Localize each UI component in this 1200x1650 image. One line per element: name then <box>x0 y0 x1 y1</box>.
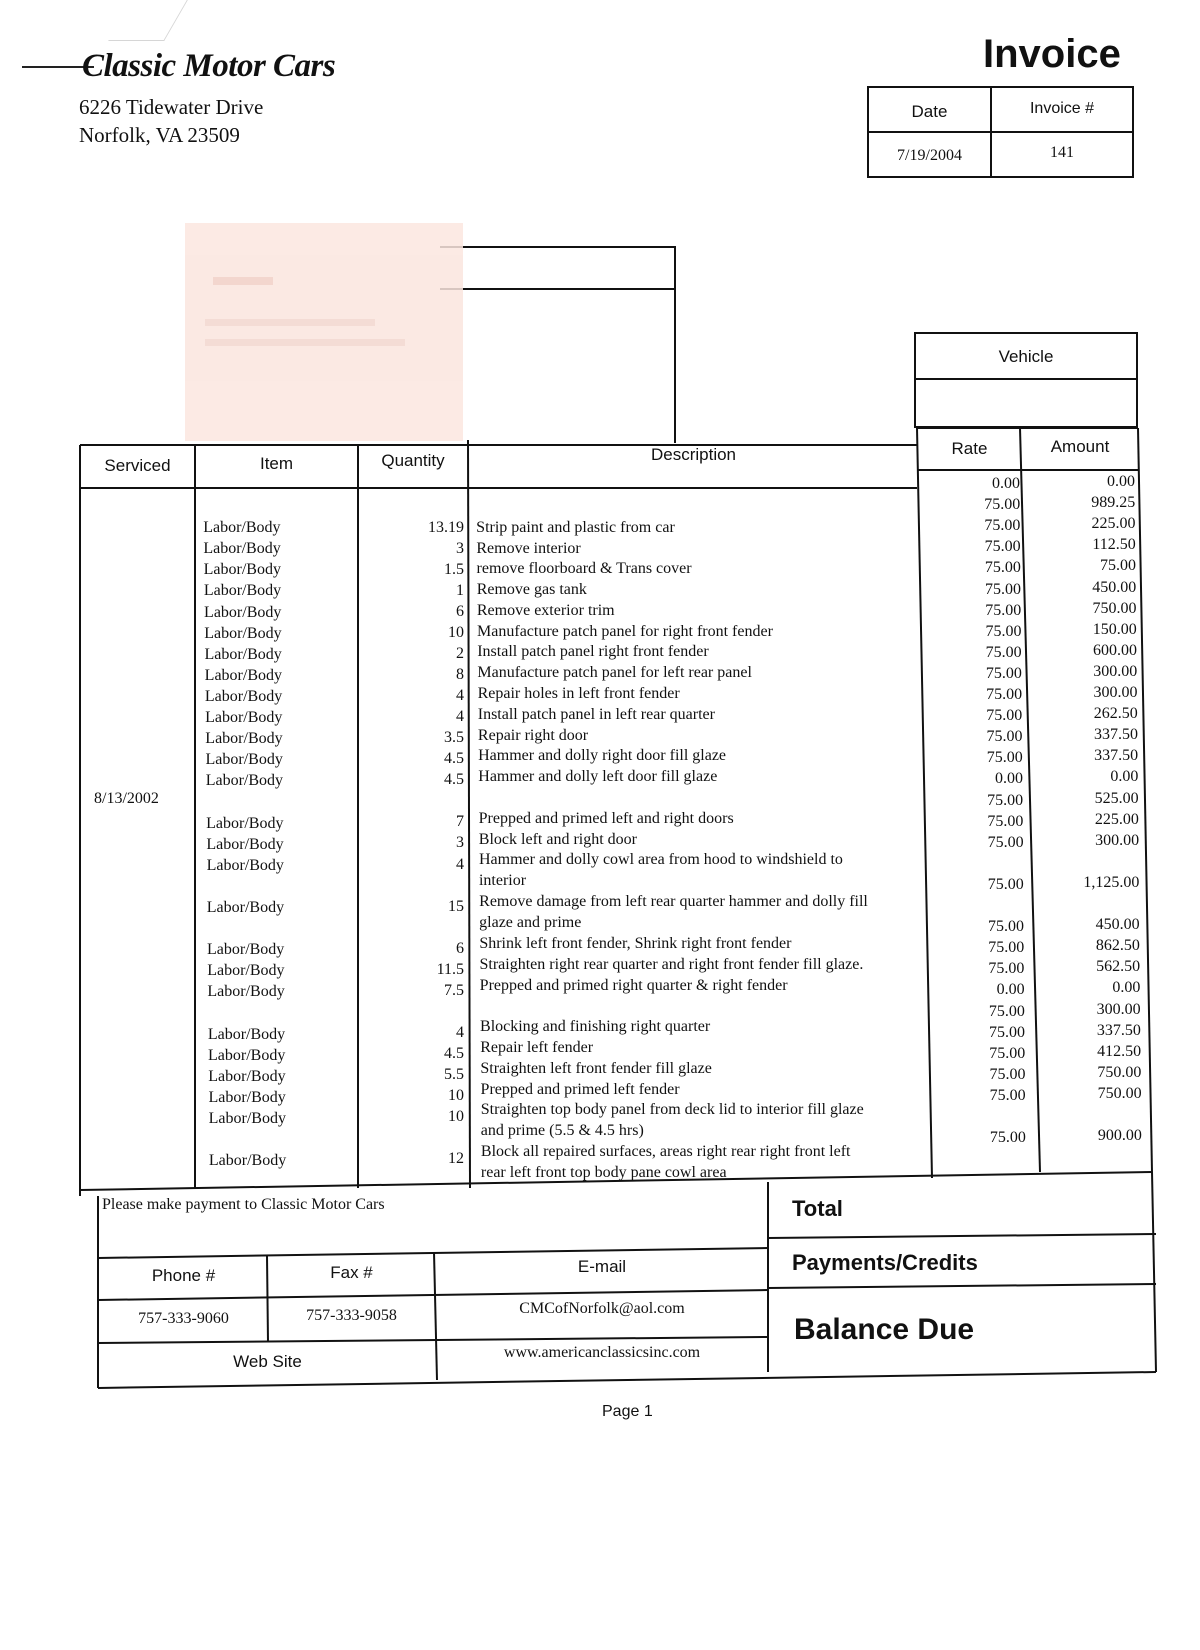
line-item-amount: 750.00 <box>1097 1063 1142 1081</box>
date-label: Date <box>911 102 948 121</box>
line-item-amount: 150.00 <box>1092 620 1137 638</box>
line-item-quantity: 4 <box>456 687 464 705</box>
line-item-item: Labor/Body <box>203 540 281 558</box>
page-number: Page 1 <box>602 1403 653 1420</box>
line-item-rate: 75.00 <box>989 1129 1026 1147</box>
line-item-amount: 0.00 <box>1112 979 1141 997</box>
line-item-amount: 1,125.00 <box>1083 873 1140 891</box>
line-item-description: Prepped and primed left fender <box>480 1080 680 1098</box>
line-item-rate: 75.00 <box>987 812 1024 830</box>
email-label: E-mail <box>577 1257 627 1276</box>
line-item-amount: 525.00 <box>1094 789 1139 807</box>
balance-due-label: Balance Due <box>794 1313 975 1346</box>
line-item-amount: 75.00 <box>1099 557 1136 575</box>
line-item-amount: 562.50 <box>1096 958 1141 976</box>
line-item-amount: 750.00 <box>1092 599 1137 617</box>
line-item-quantity: 4.5 <box>444 1044 464 1062</box>
line-item-item: Labor/Body <box>204 666 282 684</box>
serviced-date: 8/13/2002 <box>94 790 159 807</box>
line-item-rate: 75.00 <box>984 496 1021 514</box>
line-item-quantity: 1.5 <box>444 561 464 579</box>
line-item-rate: 75.00 <box>985 622 1022 640</box>
line-item-description: Blocking and finishing right quarter <box>480 1018 711 1036</box>
line-item-description: Remove damage from left rear quarter hammer and dolly fill <box>479 893 868 911</box>
line-item-amount: 0.00 <box>1110 768 1139 786</box>
line-item-quantity: 5.5 <box>444 1065 464 1083</box>
line-item-item: Labor/Body <box>208 1067 286 1085</box>
col-header-serviced: Serviced <box>104 456 171 475</box>
col-header-item: Item <box>259 454 294 473</box>
line-item-rate: 75.00 <box>986 707 1023 725</box>
line-item-item: Labor/Body <box>204 687 283 705</box>
line-item-amount: 337.50 <box>1093 726 1138 744</box>
line-item-item: Labor/Body <box>207 1025 286 1043</box>
line-item-amount: 900.00 <box>1097 1127 1142 1145</box>
line-item-item: Labor/Body <box>206 856 284 874</box>
invoice-date: 7/19/2004 <box>897 147 962 164</box>
line-item-amount: 300.00 <box>1093 684 1138 701</box>
line-item-rate: 75.00 <box>984 538 1021 556</box>
line-item-description: Block left and right door <box>478 830 637 848</box>
line-item-rate: 75.00 <box>984 559 1021 577</box>
payments-credits-label: Payments/Credits <box>792 1250 978 1275</box>
line-item-description: Straighten top body panel from deck lid to interior fill glaze <box>480 1101 864 1119</box>
line-item-rate: 75.00 <box>984 517 1021 535</box>
email-address[interactable]: CMCofNorfolk@aol.com <box>519 1300 685 1317</box>
line-item-quantity: 8 <box>456 666 464 684</box>
line-item-amount: 225.00 <box>1094 810 1139 828</box>
line-item-amount: 262.50 <box>1093 705 1138 723</box>
line-item-amount: 0.00 <box>1107 473 1135 490</box>
line-item-rate: 75.00 <box>985 643 1022 661</box>
line-item-quantity: 15 <box>448 897 464 915</box>
line-item-quantity: 4 <box>456 1023 464 1041</box>
line-item-description: Install patch panel in left rear quarter <box>477 705 715 723</box>
phone-number: 757-333-9060 <box>138 1310 229 1327</box>
line-item-rate: 75.00 <box>989 1086 1026 1104</box>
line-item-amount: 337.50 <box>1096 1021 1141 1039</box>
fax-number: 757-333-9058 <box>306 1307 397 1324</box>
line-item-description: Manufacture patch panel for left rear panel <box>477 664 752 682</box>
line-item-rate: 75.00 <box>989 1023 1026 1041</box>
line-item-rate: 75.00 <box>988 1002 1025 1020</box>
line-item-rate: 75.00 <box>987 875 1024 893</box>
line-item-description: Manufacture patch panel for right front fender <box>477 622 773 640</box>
line-item-quantity: 6 <box>456 603 464 621</box>
line-item-description: Hammer and dolly left door fill glaze <box>478 768 718 786</box>
line-item-description: Remove exterior trim <box>476 601 615 619</box>
line-item-rate: 75.00 <box>989 1044 1026 1062</box>
line-item-quantity: 3 <box>456 540 464 558</box>
total-label: Total <box>792 1196 843 1221</box>
line-item-rate: 75.00 <box>986 686 1023 703</box>
col-header-amount: Amount <box>1050 437 1110 456</box>
vehicle-label: Vehicle <box>998 347 1054 366</box>
line-item-description: Remove interior <box>476 539 581 557</box>
website-url[interactable]: www.americanclassicsinc.com <box>503 1344 701 1361</box>
line-item-quantity: 4 <box>456 708 464 726</box>
line-item-item: Labor/Body <box>206 898 285 916</box>
line-item-quantity: 4 <box>456 855 464 873</box>
line-item-description: Block all repaired surfaces, areas right rear right front left <box>480 1143 851 1161</box>
line-item-description: Repair left fender <box>480 1039 594 1057</box>
line-item-item: Labor/Body <box>205 772 284 790</box>
line-item-rate: 0.00 <box>992 475 1020 492</box>
line-item-description: Install patch panel right front fender <box>477 643 709 661</box>
line-item-amount: 989.25 <box>1091 494 1136 512</box>
line-item-description: Hammer and dolly right door fill glaze <box>478 747 727 765</box>
line-item-amount: 450.00 <box>1095 916 1140 934</box>
line-item-amount: 450.00 <box>1092 578 1137 596</box>
line-item-item: Labor/Body <box>208 1046 286 1064</box>
line-item-description: Repair right door <box>477 726 589 744</box>
line-item-item: Labor/Body <box>208 1109 286 1127</box>
line-item-description: Remove gas tank <box>476 581 587 599</box>
line-item-description: Strip paint and plastic from car <box>476 518 675 536</box>
line-item-description: Straighten right rear quarter and right front fender fill glaze. <box>479 955 864 973</box>
line-item-item: Labor/Body <box>206 835 284 853</box>
line-item-rate: 75.00 <box>986 749 1023 767</box>
line-item-amount: 300.00 <box>1093 662 1138 680</box>
line-item-item: Labor/Body <box>208 1088 286 1106</box>
invoice-number-label: Invoice # <box>1029 100 1095 117</box>
line-item-quantity: 7 <box>456 813 464 831</box>
line-item-amount: 300.00 <box>1095 831 1140 849</box>
line-item-amount: 225.00 <box>1091 515 1136 533</box>
line-item-description: Straighten left front fender fill glaze <box>480 1059 712 1077</box>
line-item-item: Labor/Body <box>205 709 283 726</box>
line-item-amount: 337.50 <box>1094 747 1139 765</box>
line-item-item: Labor/Body <box>203 561 281 579</box>
website-label: Web Site <box>233 1352 302 1371</box>
line-item-rate: 75.00 <box>987 833 1024 851</box>
line-item-description: interior <box>478 872 527 890</box>
phone-label: Phone # <box>151 1266 216 1285</box>
line-item-description: Prepped and primed left and right doors <box>478 809 734 827</box>
line-item-rate: 75.00 <box>989 1065 1026 1083</box>
line-item-item: Labor/Body <box>204 603 282 621</box>
line-item-item: Labor/Body <box>206 941 285 959</box>
line-item-item: Labor/Body <box>207 962 285 980</box>
line-item-amount: 412.50 <box>1097 1042 1142 1060</box>
line-item-amount: 300.00 <box>1096 1000 1141 1018</box>
line-item-rate: 75.00 <box>987 791 1024 809</box>
line-item-rate: 0.00 <box>996 981 1025 999</box>
col-header-rate: Rate <box>951 439 988 458</box>
line-item-rate: 75.00 <box>988 939 1025 957</box>
line-item-amount: 862.50 <box>1095 937 1140 955</box>
line-item-amount: 112.50 <box>1092 536 1136 554</box>
line-item-quantity: 10 <box>448 1086 464 1104</box>
line-item-description: rear left front top body pane cowl area <box>480 1164 727 1182</box>
line-item-item: Labor/Body <box>208 1152 287 1170</box>
line-item-amount: 750.00 <box>1097 1084 1142 1102</box>
line-item-amount: 600.00 <box>1092 641 1137 659</box>
line-item-quantity: 3 <box>456 834 464 852</box>
line-item-item: Labor/Body <box>205 751 283 769</box>
line-item-quantity: 10 <box>448 624 464 642</box>
line-item-description: Prepped and primed right quarter & right fender <box>479 976 788 994</box>
company-address-line1: 6226 Tidewater Drive <box>79 95 264 119</box>
line-item-quantity: 13.19 <box>428 519 464 537</box>
line-item-quantity: 4.5 <box>444 750 464 768</box>
line-item-quantity: 12 <box>448 1150 464 1168</box>
col-header-description: Description <box>650 445 737 464</box>
line-item-quantity: 2 <box>456 645 464 663</box>
invoice-title: Invoice <box>983 32 1121 76</box>
line-item-item: Labor/Body <box>204 624 282 642</box>
company-name: Classic Motor Cars <box>82 48 336 84</box>
line-item-rate: 75.00 <box>985 601 1022 619</box>
line-item-rate: 75.00 <box>985 664 1022 682</box>
line-item-rate: 0.00 <box>994 770 1023 788</box>
line-item-description: Repair holes in left front fender <box>477 685 680 703</box>
line-item-item: Labor/Body <box>203 519 281 537</box>
line-item-quantity: 1 <box>456 582 464 600</box>
line-item-quantity: 3.5 <box>444 729 464 747</box>
line-item-item: Labor/Body <box>206 814 284 832</box>
line-item-item: Labor/Body <box>204 645 282 663</box>
line-item-rate: 75.00 <box>986 728 1023 746</box>
col-header-quantity: Quantity <box>381 451 445 470</box>
line-item-quantity: 11.5 <box>436 960 464 978</box>
line-item-item: Labor/Body <box>205 730 283 748</box>
fax-label: Fax # <box>330 1263 373 1282</box>
line-item-description: Hammer and dolly cowl area from hood to windshield to <box>478 851 843 869</box>
line-item-description: and prime (5.5 & 4.5 hrs) <box>480 1122 644 1140</box>
line-item-rate: 75.00 <box>985 580 1022 598</box>
invoice-number: 141 <box>1050 144 1074 161</box>
line-item-description: remove floorboard & Trans cover <box>476 560 692 578</box>
line-item-quantity: 10 <box>448 1108 464 1125</box>
line-item-rate: 75.00 <box>987 918 1024 936</box>
line-item-quantity: 7.5 <box>444 981 464 999</box>
line-item-quantity: 4.5 <box>444 771 464 789</box>
line-item-rate: 75.00 <box>988 960 1025 978</box>
line-item-description: Shrink left front fender, Shrink right front fender <box>479 935 792 953</box>
line-item-description: glaze and prime <box>479 914 582 932</box>
line-item-item: Labor/Body <box>207 983 285 1001</box>
company-address-line2: Norfolk, VA 23509 <box>79 123 240 147</box>
payment-note: Please make payment to Classic Motor Cars <box>102 1196 385 1213</box>
line-item-item: Labor/Body <box>203 582 282 600</box>
line-item-quantity: 6 <box>456 939 464 957</box>
